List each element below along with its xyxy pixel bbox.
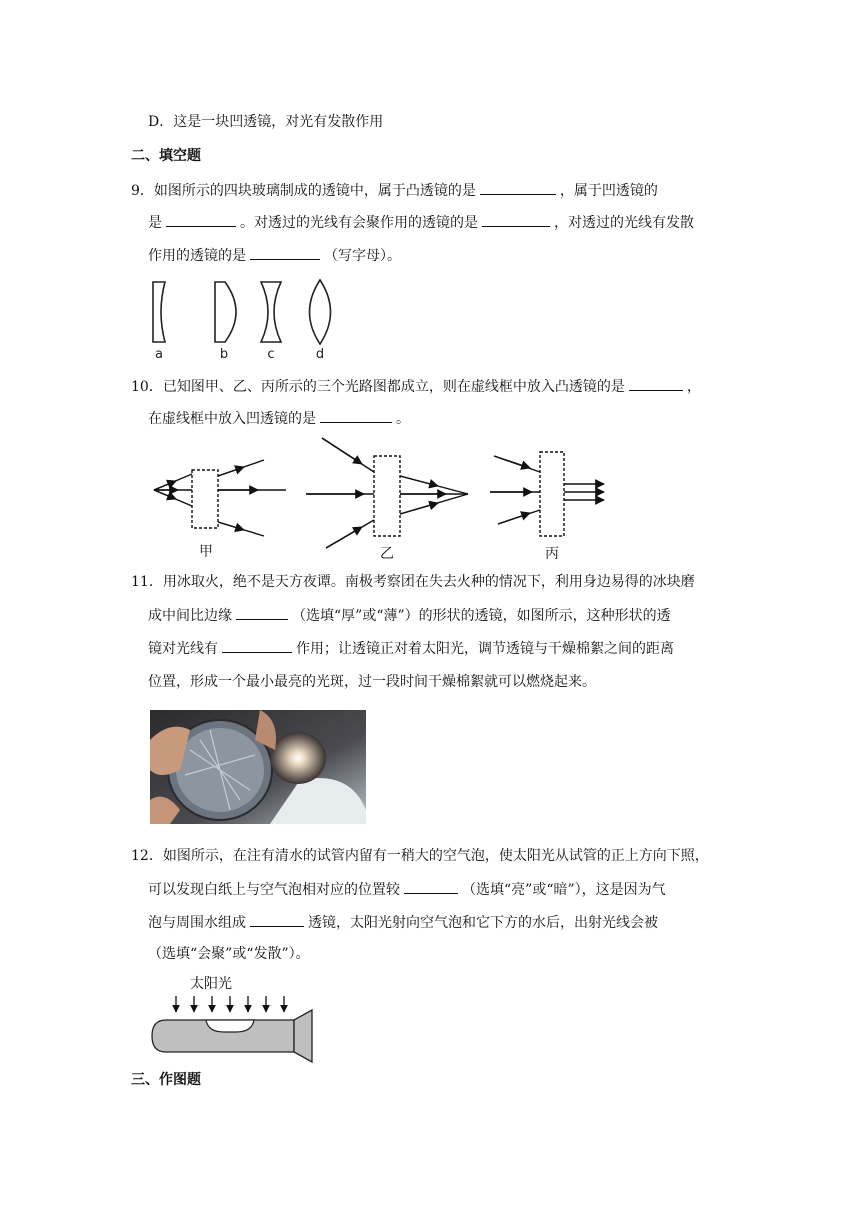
q12-line-3: 泡与周围水组成 透镜，太阳光射向空气泡和它下方的水后，出射光线会被	[148, 912, 658, 933]
q10-line-1: 10．已知图甲、乙、丙所示的三个光路图都成立，则在虚线框中放入凸透镜的是 ，	[131, 376, 701, 397]
sunlight-arrows	[176, 996, 284, 1012]
q11-line-3: 镜对光线有 作用；让透镜正对着太阳光，调节透镜与干燥棉絮之间的距离	[148, 638, 674, 659]
lens-label-c: c	[267, 347, 275, 362]
section-3-title: 三、作图题	[131, 1072, 201, 1088]
q12-line-2: 可以发现白纸上与空气泡相对应的位置较 （选填“亮”或“暗”），这是因为气	[148, 879, 666, 900]
lens-d-shape	[310, 280, 331, 344]
air-bubble	[206, 1020, 254, 1032]
q9-blank-convex[interactable]	[480, 180, 556, 195]
q12-test-tube-figure	[148, 974, 328, 1064]
q11-blank-effect[interactable]	[222, 638, 292, 653]
test-tube-mouth	[294, 1010, 312, 1062]
q10-line-2: 在虚线框中放入凹透镜的是 。	[148, 408, 410, 429]
q10-blank-convex[interactable]	[629, 376, 683, 391]
diagram-jia	[154, 460, 286, 536]
q11-line-4: 位置，形成一个最小最亮的光斑，过一段时间干燥棉絮就可以燃烧起来。	[148, 674, 596, 690]
diagram-bing	[490, 452, 604, 536]
q9-lens-figure	[145, 278, 345, 364]
lens-label-b: b	[219, 347, 229, 362]
diagram-label-bing: 丙	[545, 546, 559, 562]
q9-line-2: 是 。对透过的光线有会聚作用的透镜的是 ，对透过的光线有发散	[148, 212, 694, 233]
lens-a-shape	[153, 282, 165, 342]
q9-blank-diverge[interactable]	[250, 245, 320, 260]
lens-label-a: a	[155, 347, 163, 362]
q9-line-1: 9．如图所示的四块玻璃制成的透镜中，属于凸透镜的是 ，属于凹透镜的	[131, 180, 658, 201]
q10-ray-diagrams	[140, 432, 620, 562]
q11-line-1: 11．用冰取火，绝不是天方夜谭。南极考察团在失去火种的情况下，利用身边易得的冰块磨	[131, 574, 695, 590]
q9-line-3: 作用的透镜的是 （写字母）。	[148, 245, 401, 266]
q12-line-1: 12．如图所示，在注有清水的试管内留有一稍大的空气泡，使太阳光从试管的正上方向下照，	[131, 848, 709, 864]
section-2-title: 二、填空题	[131, 148, 201, 164]
diagram-yi	[306, 438, 468, 548]
lens-c-shape	[261, 282, 281, 342]
q9-blank-concave[interactable]	[166, 212, 236, 227]
sunlight-label: 太阳光	[190, 976, 232, 992]
q8-option-d: D．这是一块凹透镜，对光有发散作用	[148, 114, 384, 130]
q12-line-4: （选填“会聚”或“发散”）。	[148, 946, 310, 962]
q11-blank-thickness[interactable]	[236, 605, 288, 620]
lens-label-d: d	[315, 347, 325, 362]
q12-blank-brightness[interactable]	[404, 879, 458, 894]
lens-b-shape	[215, 282, 236, 342]
diagram-label-jia: 甲	[199, 544, 213, 560]
q11-line-2: 成中间比边缘 （选填“厚”或“薄”）的形状的透镜，如图所示，这种形状的透	[148, 605, 671, 626]
q9-blank-converge[interactable]	[482, 212, 550, 227]
q12-blank-lens-type[interactable]	[250, 912, 304, 927]
diagram-label-yi: 乙	[380, 546, 394, 562]
q10-blank-concave[interactable]	[320, 408, 392, 423]
ice-lens-photo	[150, 710, 366, 824]
